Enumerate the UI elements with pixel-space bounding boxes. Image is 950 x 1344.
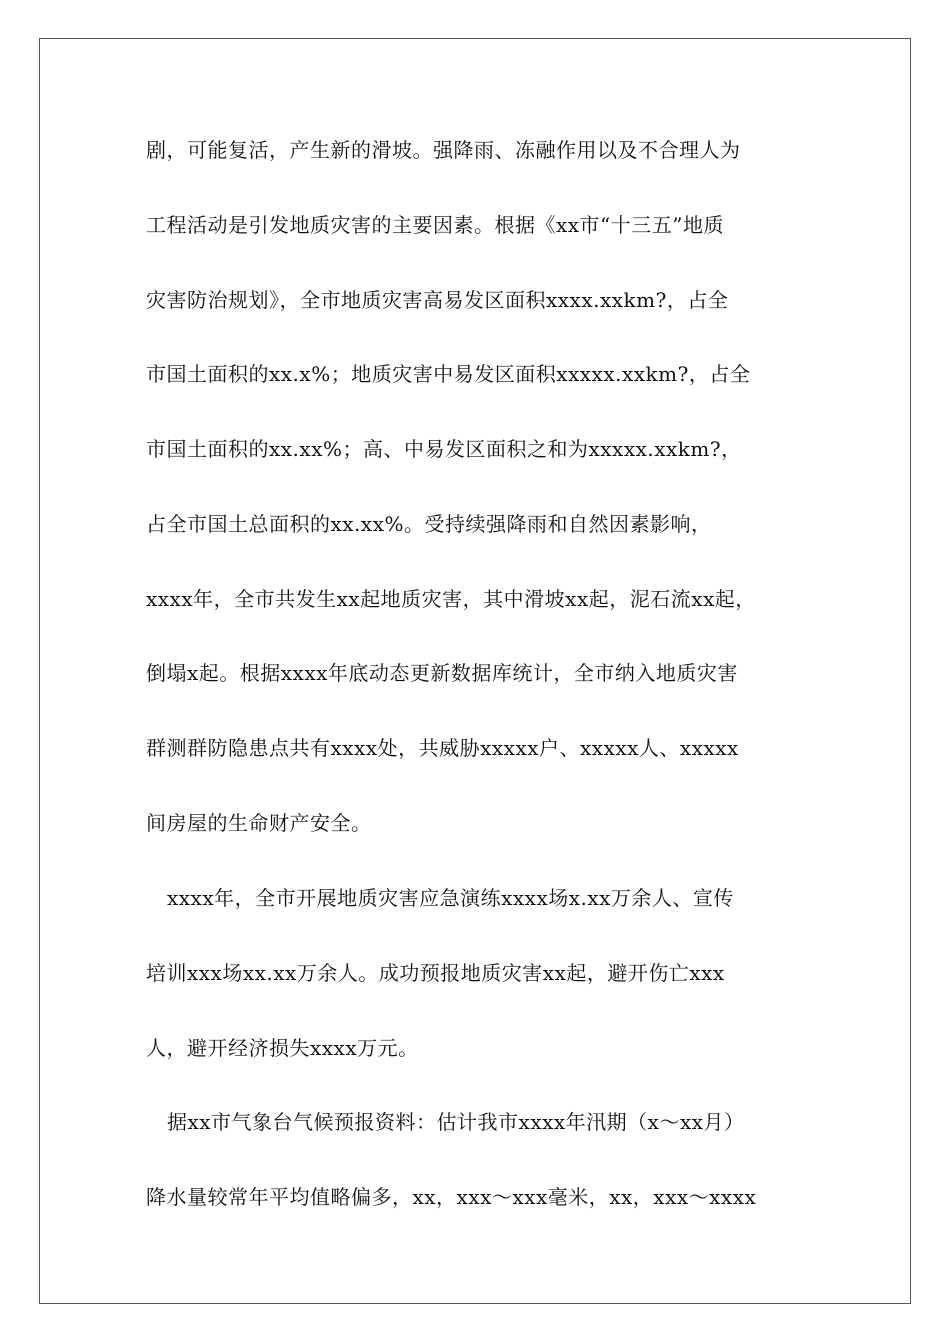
body-text-line: 市国土面积的xx.x%；地质灾害中易发区面积xxxxx.xxkm?，占全 — [146, 362, 751, 386]
body-text-line: 群测群防隐患点共有xxxx处，共威胁xxxxx户、xxxxx人、xxxxx — [146, 736, 739, 760]
body-text-line: 降水量较常年平均值略偏多，xx，xxx～xxx毫米，xx，xxx～xxxx — [146, 1185, 757, 1209]
body-text-line: 剧，可能复活，产生新的滑坡。强降雨、冻融作用以及不合理人为 — [146, 138, 741, 162]
body-text-line: 间房屋的生命财产安全。 — [146, 811, 372, 835]
paragraph-start-line: 据xx市气象台气候预报资料：估计我市xxxx年汛期（x～xx月） — [167, 1110, 745, 1134]
body-text-line: xxxx年，全市共发生xx起地质灾害，其中滑坡xx起，泥石流xx起， — [146, 587, 756, 611]
body-text-line: 占全市国土总面积的xx.xx%。受持续强降雨和自然因素影响， — [146, 512, 712, 536]
body-text-line: 灾害防治规划》，全市地质灾害高易发区面积xxxx.xxkm?，占全 — [146, 288, 729, 312]
body-text-line: 人，避开经济损失xxxx万元。 — [146, 1036, 419, 1060]
body-text-line: 市国土面积的xx.xx%；高、中易发区面积之和为xxxxx.xxkm?， — [146, 437, 742, 461]
body-text-line: 培训xxx场xx.xx万余人。成功预报地质灾害xx起，避开伤亡xxx — [146, 961, 725, 985]
paragraph-start-line: xxxx年，全市开展地质灾害应急演练xxxx场x.xx万余人、宣传 — [167, 886, 734, 910]
body-text-line: 工程活动是引发地质灾害的主要因素。根据《xx市“十三五”地质 — [146, 213, 725, 237]
body-text-line: 倒塌x起。根据xxxx年底动态更新数据库统计，全市纳入地质灾害 — [146, 661, 738, 685]
